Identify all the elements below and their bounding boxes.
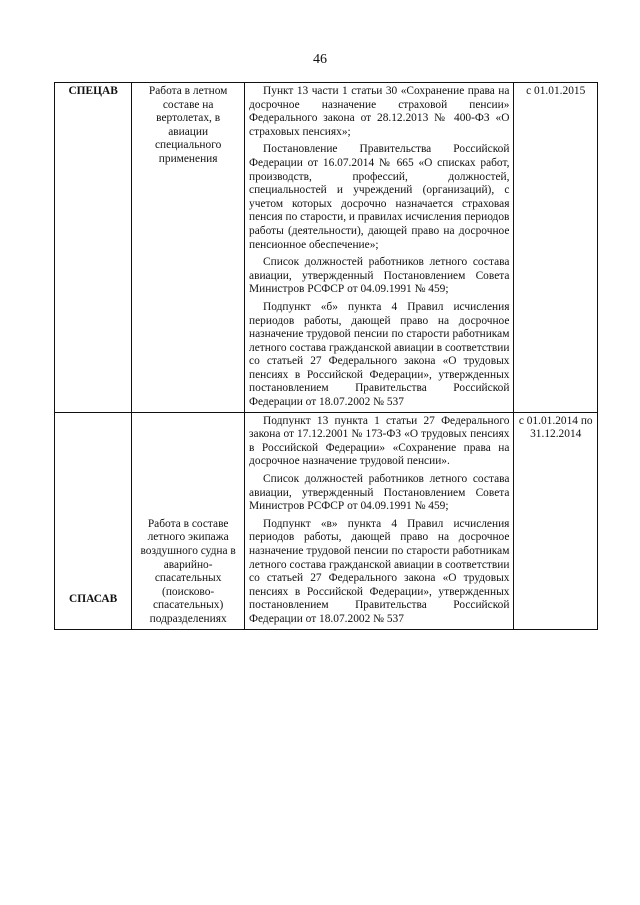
legal-basis-paragraph: Подпункт «б» пункта 4 Правил исчисления периодов работы, дающей право на досрочное назначение трудовой пенсии по старости работникам летного состава гражданской авиации в соответствии со статьей 27 Федерального закона «О трудовых пенсиях в Российской Федерации», утвержденных постановлением Правительства Российской Федерации от 18.07.2002 № 537	[249, 300, 510, 409]
legal-basis-paragraph: Подпункт «в» пункта 4 Правил исчисления периодов работы, дающей право на досрочное назначение трудовой пенсии по старости работникам летного состава гражданской авиации в соответствии со статьей 27 Федерального закона «О трудовых пенсиях в Российской Федерации», утвержденных постановлением Правительства Российской Федерации от 18.07.2002 № 537	[249, 517, 510, 625]
work-description-cell: Работа в летном составе на вертолетах, в авиации специального применения	[132, 83, 245, 413]
code-cell: СПЕЦАВ	[55, 83, 132, 413]
effective-date-cell: с 01.01.2015	[514, 83, 598, 413]
table-row	[55, 83, 598, 413]
work-description-cell: Работа в составе летного экипажа воздушного судна в аварийно-спасательных (поисково-спасательных) подразделениях	[132, 412, 245, 629]
legal-basis-cell	[245, 412, 514, 629]
page-number: 46	[313, 52, 327, 67]
legal-basis-cell	[245, 83, 514, 413]
table-row	[55, 412, 598, 629]
legal-basis-paragraph: Постановление Правительства Российской Федерации от 16.07.2014 № 665 «О списках работ, производств, профессий, должностей, специальностей и учреждений (организаций), с учетом которых досрочно назначается страховая пенсия по старости, и правилах исчисления периодов работы (деятельности), дающей право на досрочное пенсионное обеспечение»;	[249, 143, 510, 251]
legal-basis-paragraph: Пункт 13 части 1 статьи 30 «Сохранение права на досрочное назначение страховой пенсии» Федерального закона от 28.12.2013 № 400-ФЗ «О страховых пенсиях»;	[249, 85, 510, 138]
code-cell: СПАСАВ	[55, 412, 132, 629]
legal-basis-paragraph: Список должностей работников летного состава авиации, утвержденный Постановлением Совета Министров РСФСР от 04.09.1991 № 459;	[249, 473, 510, 513]
legal-basis-paragraph: Список должностей работников летного состава авиации, утвержденный Постановлением Совета Министров РСФСР от 04.09.1991 № 459;	[249, 256, 510, 296]
effective-date-cell: с 01.01.2014 по 31.12.2014	[514, 412, 598, 629]
pension-codes-table	[54, 82, 598, 630]
legal-basis-paragraph: Подпункт 13 пункта 1 статьи 27 Федерального закона от 17.12.2001 № 173-ФЗ «О трудовых пенсиях в Российской Федерации» «Сохранение права на досрочное назначение трудовой пенсии».	[249, 414, 510, 468]
